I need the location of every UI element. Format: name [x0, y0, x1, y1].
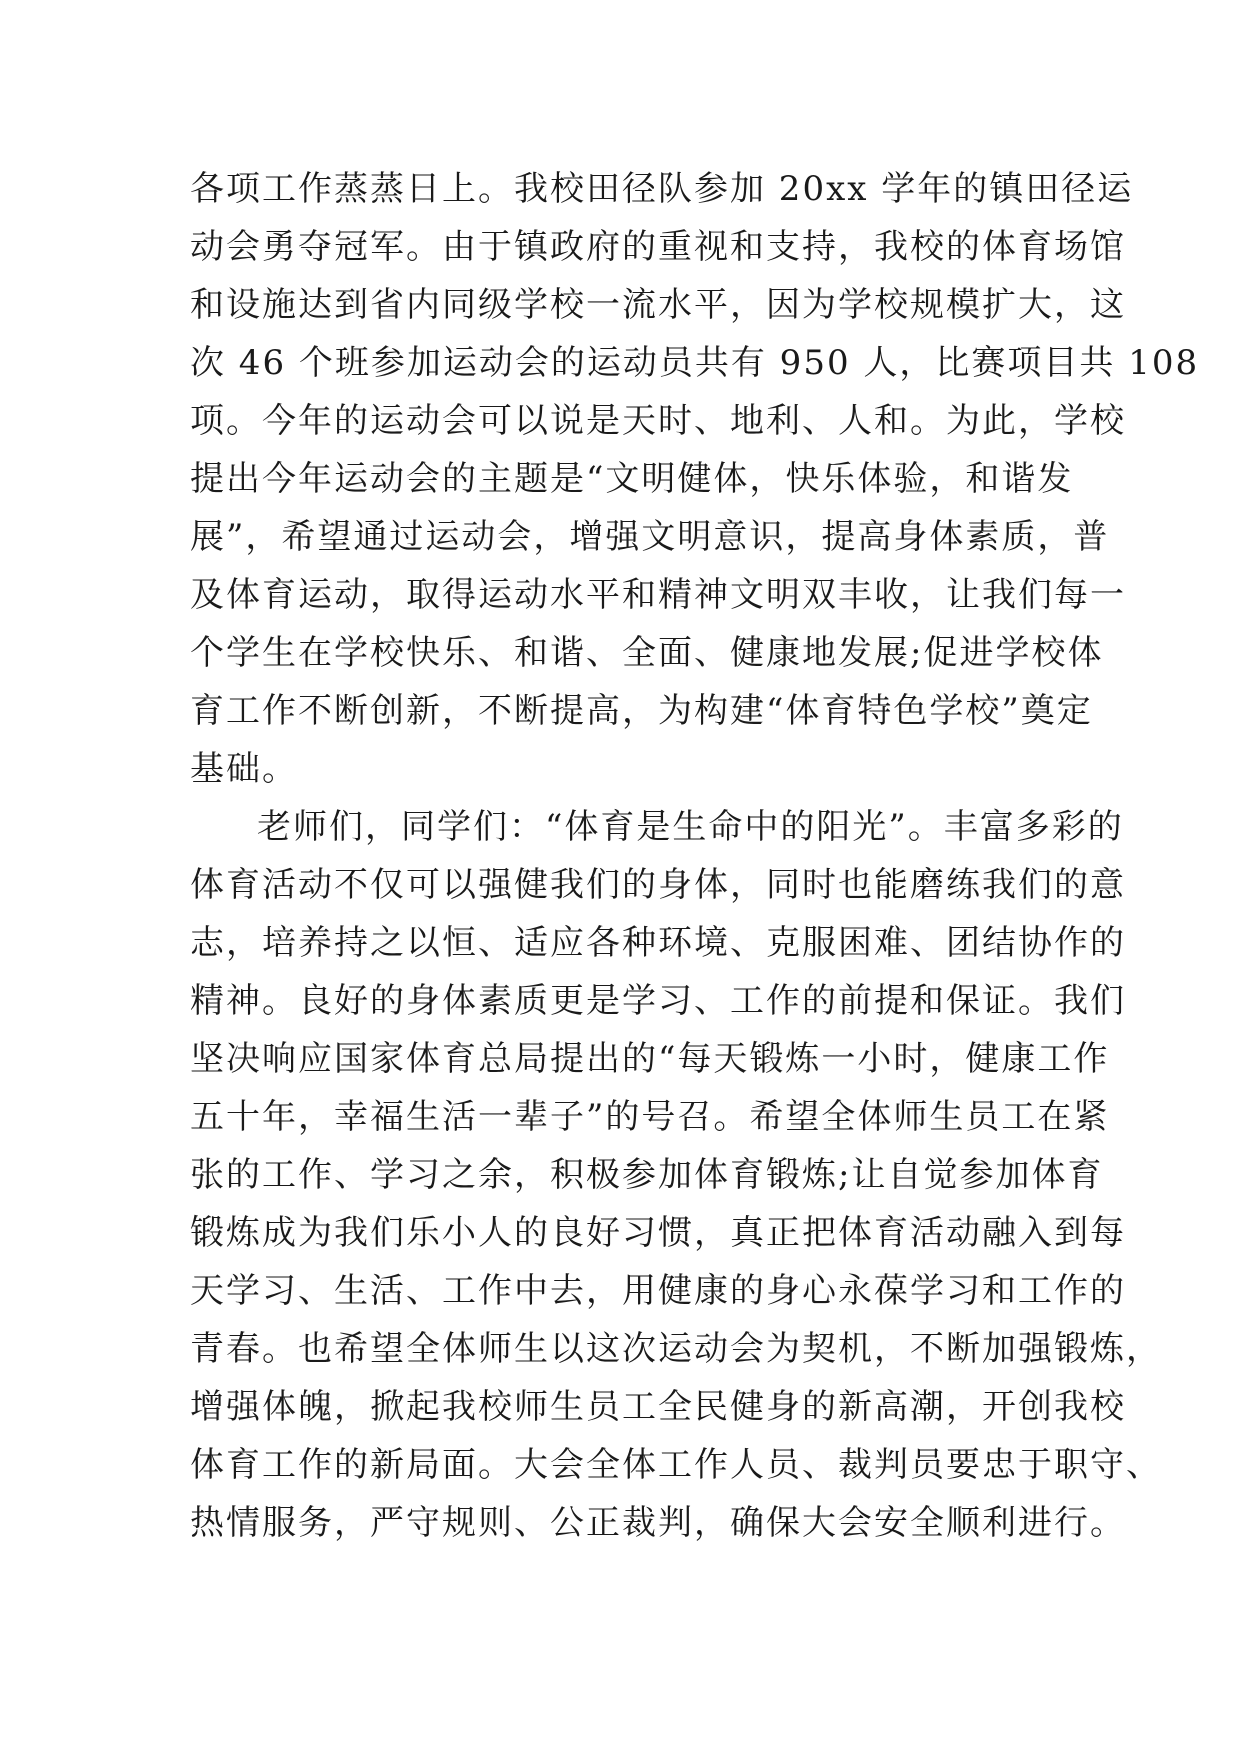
- text-line: 育工作不断创新，不断提高，为构建“体育特色学校”奠定: [190, 691, 1093, 731]
- text-line: 精神。良好的身体素质更是学习、工作的前提和保证。我们: [190, 981, 1126, 1021]
- text-line: 锻炼成为我们乐小人的良好习惯，真正把体育活动融入到每: [190, 1213, 1126, 1253]
- text-line: 个学生在学校快乐、和谐、全面、健康地发展;促进学校体: [190, 633, 1104, 673]
- text-line: 五十年，幸福生活一辈子”的号召。希望全体师生员工在紧: [190, 1097, 1110, 1137]
- text-line: 展”，希望通过运动会，增强文明意识，提高身体素质，普: [190, 517, 1110, 557]
- text-line: 天学习、生活、工作中去，用健康的身心永葆学习和工作的: [190, 1271, 1126, 1311]
- text-line: 基础。: [190, 749, 298, 789]
- text-line: 老师们，同学们：“体育是生命中的阳光”。丰富多彩的: [257, 807, 1124, 847]
- text-line: 青春。也希望全体师生以这次运动会为契机，不断加强锻炼，: [190, 1329, 1162, 1369]
- text-line: 动会勇夺冠军。由于镇政府的重视和支持，我校的体育场馆: [190, 227, 1126, 267]
- text-line: 项。今年的运动会可以说是天时、地利、人和。为此，学校: [190, 401, 1126, 441]
- text-line: 及体育运动，取得运动水平和精神文明双丰收，让我们每一: [190, 575, 1126, 615]
- text-line: 体育活动不仅可以强健我们的身体，同时也能磨练我们的意: [190, 865, 1126, 905]
- text-line: 各项工作蒸蒸日上。我校田径队参加 20xx 学年的镇田径运: [190, 169, 1134, 209]
- text-line: 张的工作、学习之余，积极参加体育锻炼;让自觉参加体育: [190, 1155, 1104, 1195]
- text-line: 坚决响应国家体育总局提出的“每天锻炼一小时，健康工作: [190, 1039, 1110, 1079]
- text-line: 次 46 个班参加运动会的运动员共有 950 人，比赛项目共 108: [190, 343, 1200, 383]
- text-line: 提出今年运动会的主题是“文明健体，快乐体验，和谐发: [190, 459, 1074, 499]
- text-line: 增强体魄，掀起我校师生员工全民健身的新高潮，开创我校: [190, 1387, 1126, 1427]
- text-line: 志，培养持之以恒、适应各种环境、克服困难、团结协作的: [190, 923, 1126, 963]
- text-line: 体育工作的新局面。大会全体工作人员、裁判员要忠于职守、: [190, 1445, 1162, 1485]
- text-line: 和设施达到省内同级学校一流水平，因为学校规模扩大，这: [190, 285, 1126, 325]
- text-line: 热情服务，严守规则、公正裁判，确保大会安全顺利进行。: [190, 1503, 1126, 1543]
